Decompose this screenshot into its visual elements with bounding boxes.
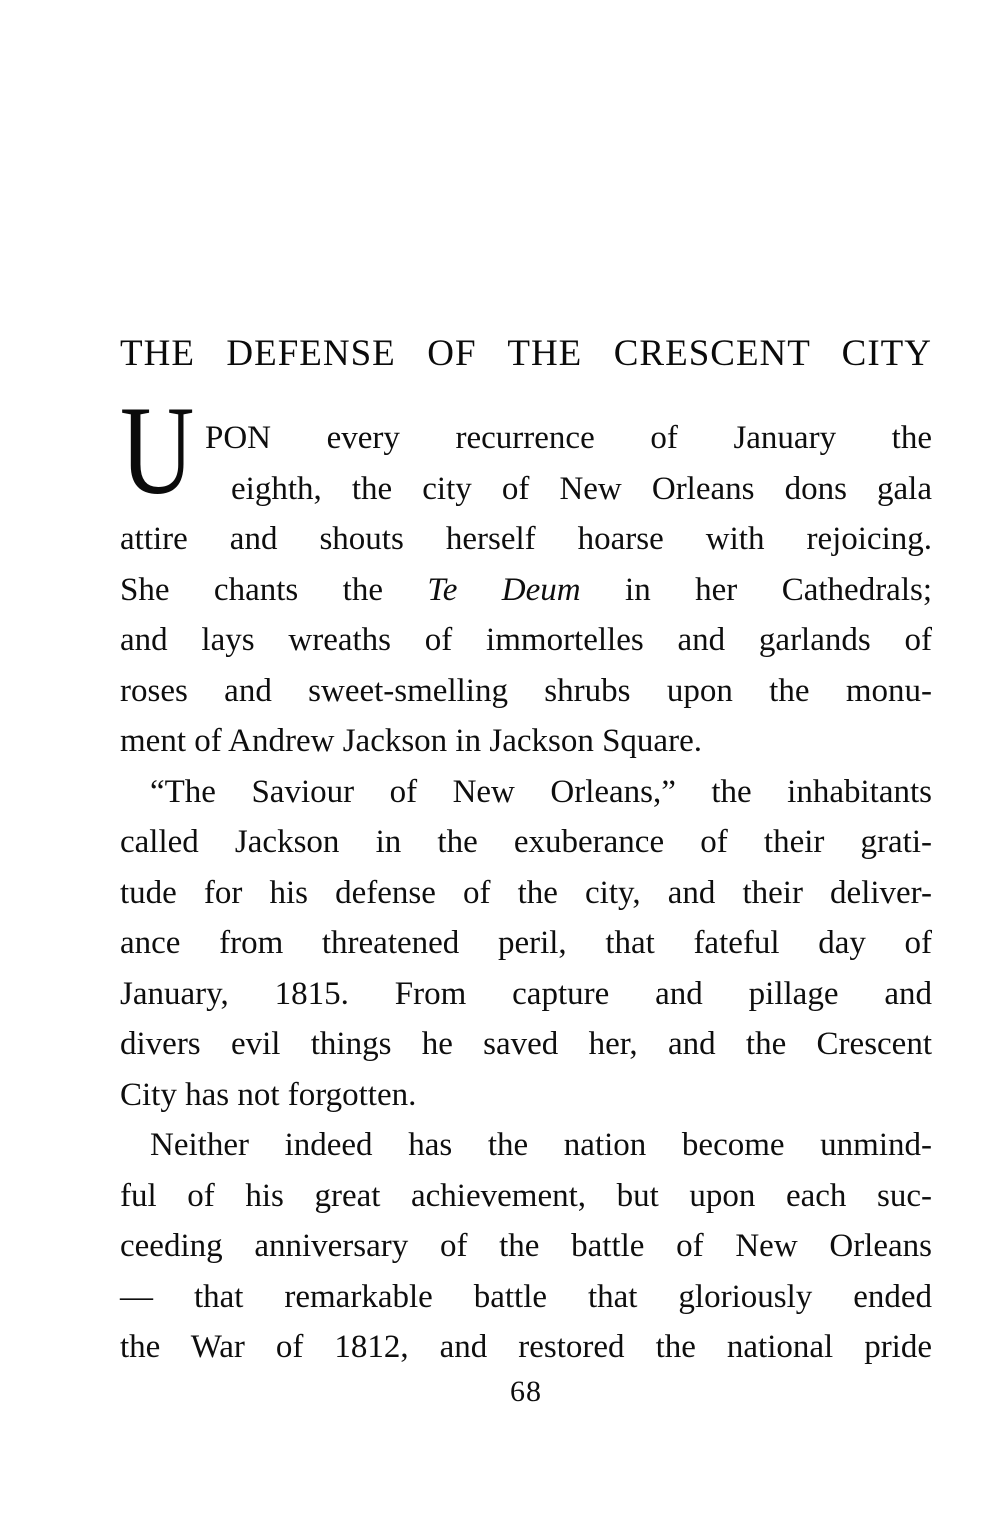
text-line: “The Saviour of New Orleans,” the inhabitants xyxy=(150,773,932,810)
text-line: Neither indeed has the nation become unmind- xyxy=(150,1127,932,1164)
text-line: divers evil things he saved her, and the Crescent xyxy=(120,1026,932,1063)
text-line: the War of 1812, and restored the national pride xyxy=(120,1329,932,1366)
drop-cap xyxy=(120,381,196,522)
text-line: She chants the Te Deum in her Cathedrals; xyxy=(120,571,933,608)
text-line: ment of Andrew Jackson in Jackson Square. xyxy=(120,723,702,760)
drop-cap-letter: U xyxy=(120,381,195,522)
text-line: roses and sweet-smelling shrubs upon the monu- xyxy=(120,672,932,709)
text-line: called Jackson in the exuberance of their grati- xyxy=(120,824,932,861)
italic-phrase: Te Deum xyxy=(427,571,581,608)
text-line: eighth, the city of New Orleans dons gala xyxy=(231,470,932,507)
text-line: ceeding anniversary of the battle of New Orleans xyxy=(120,1228,932,1265)
paragraph xyxy=(120,767,932,1121)
text-line: January, 1815. From capture and pillage and xyxy=(120,975,932,1012)
text-line: tude for his defense of the city, and their deliver- xyxy=(120,874,932,911)
paragraph xyxy=(120,1120,932,1373)
chapter-title: THE DEFENSE OF THE CRESCENT CITY xyxy=(120,333,932,374)
text-line: City has not forgotten. xyxy=(120,1076,417,1113)
text-line: — that remarkable battle that gloriously ended xyxy=(120,1278,932,1315)
text-line: ful of his great achievement, but upon each suc- xyxy=(120,1177,932,1214)
paragraph xyxy=(120,381,933,767)
page-number: 68 xyxy=(510,1374,542,1408)
body-text xyxy=(120,381,933,1373)
text-line: and lays wreaths of immortelles and garlands of xyxy=(120,622,932,659)
text-line: ance from threatened peril, that fateful day of xyxy=(120,925,932,962)
text-line: attire and shouts herself hoarse with rejoicing. xyxy=(120,521,932,558)
text-line: PON every recurrence of January the xyxy=(205,420,932,457)
